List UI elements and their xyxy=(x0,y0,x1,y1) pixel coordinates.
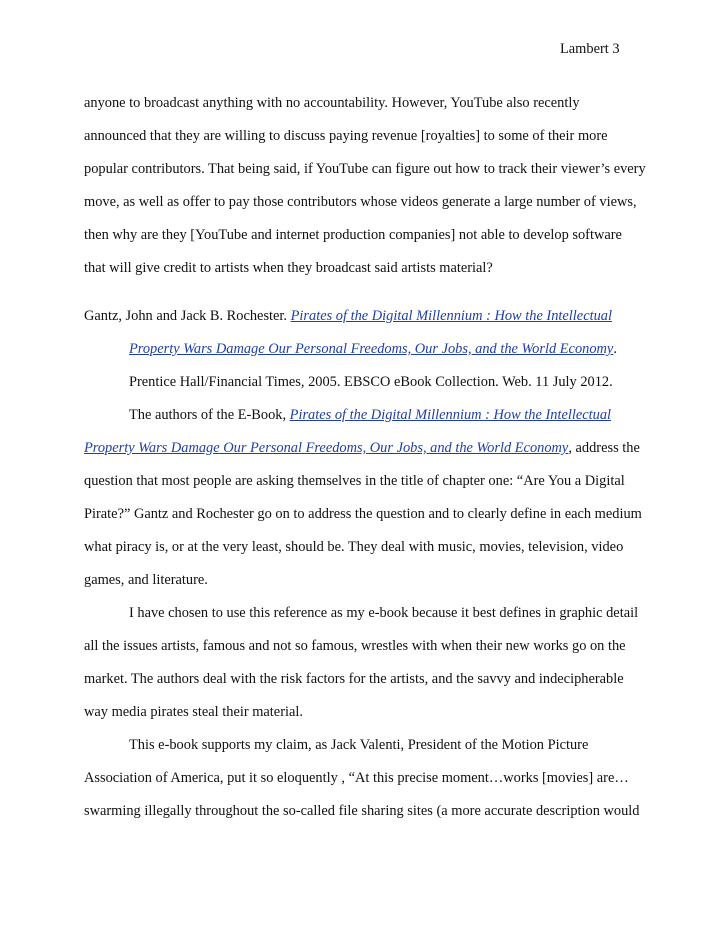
annotation-line: games, and literature. xyxy=(84,572,208,588)
book-title-link[interactable]: Property Wars Damage Our Personal Freedoms, Our Jobs, and the World Economy xyxy=(129,341,614,357)
running-header: Lambert 3 xyxy=(560,41,620,57)
book-title-link[interactable]: Pirates of the Digital Millennium : How the Intellectual xyxy=(289,407,612,423)
annotation-line: all the issues artists, famous and not so famous, wrestles with when their new works go on the xyxy=(84,638,626,654)
citation-line xyxy=(129,340,617,358)
annotation-line: swarming illegally throughout the so-called file sharing sites (a more accurate description would xyxy=(84,803,640,819)
paragraph-line: then why are they [YouTube and internet production companies] not able to develop software xyxy=(84,227,622,243)
annotation-line: Pirate?” Gantz and Rochester go on to address the question and to clearly define in each medium xyxy=(84,506,642,522)
paragraph-line: popular contributors. That being said, if YouTube can figure out how to track their viewer’s every xyxy=(84,161,646,177)
annotation-line: question that most people are asking themselves in the title of chapter one: “Are You a Digital xyxy=(84,473,625,489)
annotation-line: I have chosen to use this reference as my e-book because it best defines in graphic detail xyxy=(129,605,639,621)
annotation-line xyxy=(129,406,611,424)
annotation-line: what piracy is, or at the very least, should be. They deal with music, movies, television, video xyxy=(84,539,624,555)
citation-line xyxy=(84,307,612,325)
citation-publisher: Prentice Hall/Financial Times, 2005. EBSCO eBook Collection. Web. 11 July 2012. xyxy=(129,374,613,390)
annotation-line: market. The authors deal with the risk factors for the artists, and the savvy and indecipherable xyxy=(84,671,624,687)
book-title-link[interactable]: Pirates of the Digital Millennium : How the Intellectual xyxy=(290,308,612,324)
paragraph-line: that will give credit to artists when they broadcast said artists material? xyxy=(84,260,493,276)
citation-punctuation: . xyxy=(613,341,617,357)
annotation-line: Association of America, put it so eloquently , “At this precise moment…works [movies] are… xyxy=(84,770,629,786)
annotation-text: , address the xyxy=(568,440,640,456)
annotation-line: This e-book supports my claim, as Jack Valenti, President of the Motion Picture xyxy=(129,737,589,753)
book-title-link[interactable]: Property Wars Damage Our Personal Freedoms, Our Jobs, and the World Economy xyxy=(84,440,569,456)
paragraph-line: announced that they are willing to discuss paying revenue [royalties] to some of their more xyxy=(84,128,608,144)
annotation-intro: The authors of the E-Book, xyxy=(129,407,290,423)
citation-authors: Gantz, John and Jack B. Rochester. xyxy=(84,308,291,324)
paragraph-line: anyone to broadcast anything with no accountability. However, YouTube also recently xyxy=(84,95,580,111)
annotation-line xyxy=(84,439,640,457)
annotation-line: way media pirates steal their material. xyxy=(84,704,303,720)
paragraph-line: move, as well as offer to pay those contributors whose videos generate a large number of views, xyxy=(84,194,637,210)
